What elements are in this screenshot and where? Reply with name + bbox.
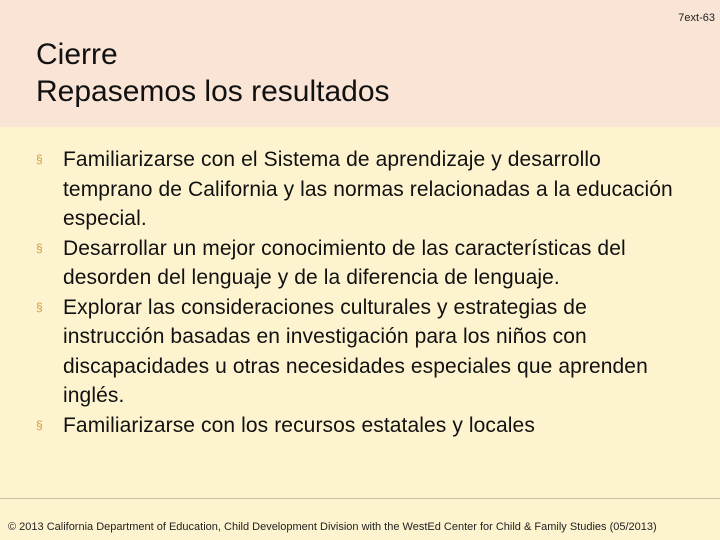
bullet-marker-icon: § xyxy=(36,152,43,166)
bullet-marker-icon: § xyxy=(36,417,43,432)
copyright-text: © 2013 California Department of Education, Child Development Division with the WestEd Center for Child & Family Studies (05/2013) xyxy=(8,521,657,533)
bullet-text: Desarrollar un mejor conocimiento de las características del desorden del lenguaje y de la diferencia de lenguaje. xyxy=(63,236,626,289)
bullet-text: Explorar las consideraciones culturales y estrategias de instrucción basadas en investigación para los niños con discapacidades u otras necesidades especiales que aprenden inglés. xyxy=(63,295,648,407)
bullet-marker-icon: § xyxy=(36,240,43,255)
title-line-1: Cierre xyxy=(36,38,118,71)
bullet-text: Familiarizarse con el Sistema de aprendizaje y desarrollo temprano de California y las normas relacionadas a la educación especial. xyxy=(63,148,673,230)
bullet-marker-icon: § xyxy=(36,299,43,314)
slide-code: 7ext-63 xyxy=(678,12,715,24)
bullet-item xyxy=(36,411,686,441)
page-title xyxy=(36,36,390,110)
footer xyxy=(0,498,720,540)
bullet-list xyxy=(36,145,686,440)
content-area xyxy=(36,145,686,440)
bullet-item xyxy=(36,234,686,293)
bullet-text: Familiarizarse con los recursos estatales y locales xyxy=(63,413,535,437)
title-line-2: Repasemos los resultados xyxy=(36,75,390,108)
bullet-item xyxy=(36,293,686,411)
bullet-item xyxy=(36,145,686,234)
title-banner xyxy=(0,0,720,127)
